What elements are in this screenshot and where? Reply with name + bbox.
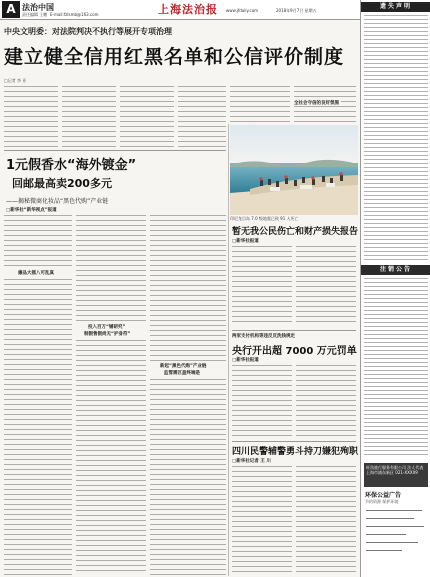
feature-column-2: [76, 215, 146, 323]
feature-title-line1: 1元假香水“海外镀金”: [6, 158, 137, 173]
police-col-1: [232, 466, 292, 574]
section-logo-icon: A: [2, 1, 20, 18]
site-url[interactable]: www.jfdaily.com: [226, 8, 259, 13]
env-ad-subtitle: 节约资源 保护环境: [365, 499, 399, 504]
feature-title-line2: 回邮最高卖200多元: [12, 177, 112, 190]
newspaper-masthead: 上海法治报: [158, 3, 218, 16]
lost-notice-list: [364, 15, 428, 260]
env-ad-handwriting: [366, 510, 422, 511]
section-editor: 责任编辑 王鹏: [22, 12, 48, 17]
feature-column-3: [150, 215, 226, 361]
classified-ad: 旺角旅行服务有限公司 法人代表 上海市浦东新区 021-XXXX9: [364, 463, 428, 487]
lead-subhead: 全社会守信的良好氛围: [294, 101, 339, 106]
central-bank-byline: □新华社报道: [232, 358, 259, 363]
feature-byline: □新华社“新华视点”报道: [6, 208, 57, 213]
section-divider: [232, 330, 356, 331]
section-name: 法治中国: [22, 3, 54, 12]
env-ad-handwriting: [366, 518, 414, 519]
central-col-2: [296, 365, 356, 437]
env-ad-handwriting: [366, 542, 418, 543]
lead-column-3: [120, 86, 174, 148]
central-col-1: [232, 365, 292, 437]
main-page: [0, 20, 360, 577]
central-kicker: 两家支付机构等违反反洗钱规定: [232, 334, 295, 339]
police-story-title: 四川民警辅警勇斗持刀嫌犯殉职: [232, 447, 359, 457]
feature-subhead-2: 投入百万“铺研究”: [88, 325, 126, 330]
central-bank-title: 央行开出超 7000 万元罚单: [232, 346, 357, 357]
env-ad-handwriting: [366, 526, 424, 527]
lost-notice-heading: 遗失声明: [361, 2, 430, 12]
feature-deck: ——揭秘微商化妆品“黑色代购”产业链: [6, 198, 109, 205]
lead-column-5: [230, 86, 290, 122]
section-email: E-mail:fzlsmb@163.com: [50, 12, 99, 17]
cancel-notice-list: [364, 278, 428, 458]
env-ad-handwriting: [366, 534, 406, 535]
sea-story-col-2: [296, 246, 356, 326]
feature-column-1: [4, 215, 72, 267]
lead-byline: □记者 李 亚: [4, 78, 27, 83]
lead-column-1: [4, 86, 58, 148]
feature-subhead-4: 新起“黑色代购”产业链: [160, 364, 207, 369]
section-divider: [4, 150, 226, 151]
feature-subhead-1: 廉品大摇八可乱真: [18, 271, 54, 276]
lead-kicker: 中央文明委：对法院判决不执行等展开专项治理: [4, 27, 172, 36]
photo-caption: 印尼龙目岛 7.0 级地震已致 91 人死亡: [230, 216, 299, 221]
earthquake-photo: [230, 125, 358, 215]
lead-headline: 建立健全信用红黑名单和公信评价制度: [4, 46, 345, 68]
sea-story-byline: □新华社报道: [232, 239, 259, 244]
notices-sidebar: [360, 0, 430, 577]
feature-subhead-3: 制假售假尚无“护身符”: [84, 332, 131, 337]
sea-story-title: 暂无我公民伤亡和财产损失报告: [232, 227, 359, 237]
lead-column-4: [178, 86, 226, 148]
feature-subhead-5: 监管需区盈终端是: [164, 371, 200, 376]
env-ad-handwriting: [366, 550, 402, 551]
feature-column-2b: [76, 340, 146, 575]
cancel-notice-heading: 注销公告: [361, 265, 430, 275]
police-story-byline: □新华社记者 王 川: [232, 459, 271, 464]
feature-column-3b: [150, 379, 226, 575]
column-divider: [228, 124, 229, 576]
police-col-2: [296, 466, 356, 574]
feature-column-1b: [4, 279, 72, 575]
issue-date: 2018年9月7日 星期五: [276, 8, 317, 13]
env-ad-title: 环保公益广告: [365, 492, 402, 499]
sea-story-col-1: [232, 246, 292, 326]
section-divider: [232, 441, 356, 442]
lead-column-2: [62, 86, 116, 148]
